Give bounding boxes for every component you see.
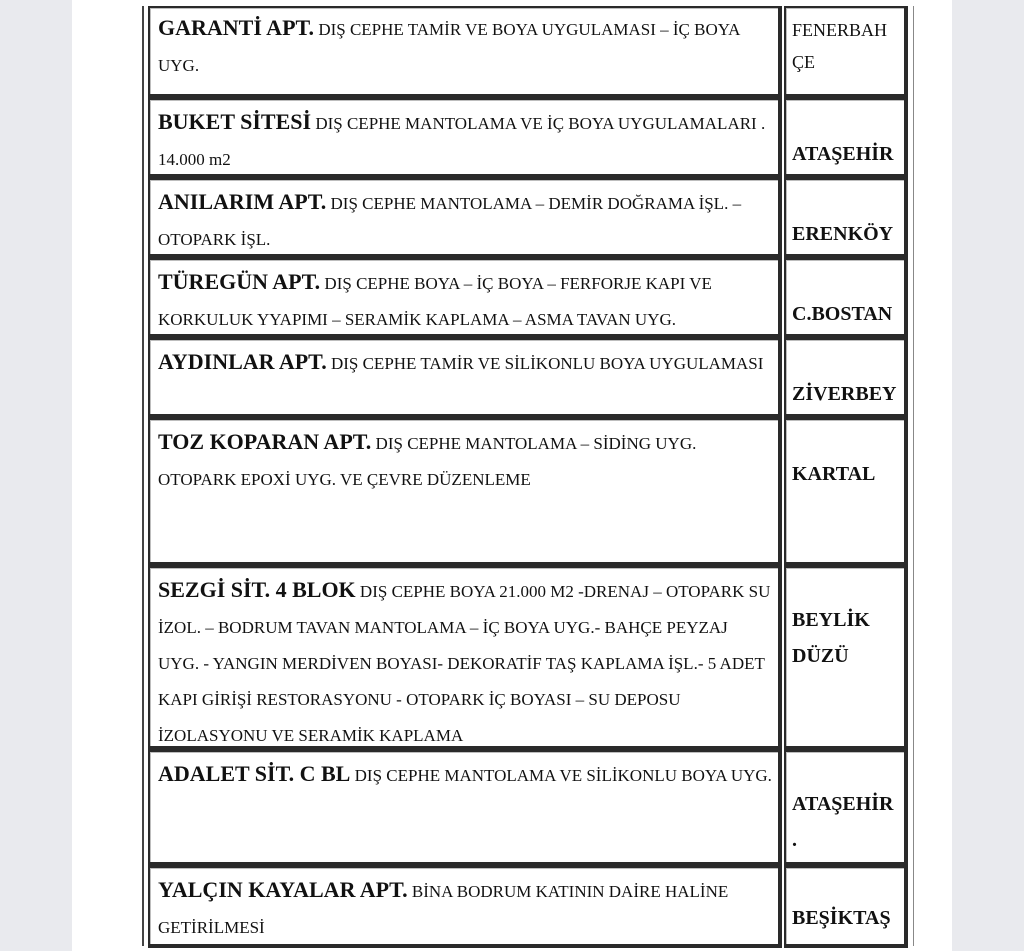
project-location-cell [784, 866, 908, 948]
project-description-cell [148, 418, 782, 566]
table-row [142, 338, 912, 418]
project-description: DIŞ CEPHE TAMİR VE SİLİKONLU BOYA UYGULAMASI [330, 354, 764, 373]
project-description-cell [148, 338, 782, 418]
project-location: ATAŞEHİR [792, 143, 894, 165]
project-location: ATAŞEHİR . [792, 793, 894, 851]
project-name: AYDINLAR APT. [158, 349, 327, 374]
project-description-cell [148, 178, 782, 258]
project-description: DIŞ CEPHE MANTOLAMA – SİDİNG UYG. OTOPARK EPOXİ UYG. VE ÇEVRE DÜZENLEME [158, 434, 697, 489]
project-description-cell [148, 98, 782, 178]
project-description: DIŞ CEPHE MANTOLAMA – DEMİR DOĞRAMA İŞL. – OTOPARK İŞL. [158, 194, 742, 249]
project-location-cell [784, 6, 908, 98]
table-row [142, 566, 912, 750]
project-description: DIŞ CEPHE BOYA – İÇ BOYA – FERFORJE KAPI VE KORKULUK YYAPIMI – SERAMİK KAPLAMA – ASMA TAVAN UYG. [158, 274, 712, 329]
project-location: ERENKÖY [792, 223, 894, 245]
project-location: KARTAL [792, 463, 876, 485]
project-description: DIŞ CEPHE MANTOLAMA VE SİLİKONLU BOYA UYG. [354, 766, 772, 785]
project-location-cell [784, 566, 908, 750]
project-description-cell [148, 258, 782, 338]
project-name: ADALET SİT. C BL [158, 761, 351, 786]
table-row [142, 750, 912, 866]
table-row [142, 258, 912, 338]
project-location-cell [784, 258, 908, 338]
project-description-cell [148, 866, 782, 948]
project-description: DIŞ CEPHE BOYA 21.000 M2 -DRENAJ – OTOPARK SU İZOL. – BODRUM TAVAN MANTOLAMA – İÇ BOYA UYG.- BAHÇE PEYZAJ UYG. - YANGIN MERDİVEN BOYASI- DEKORATİF TAŞ KAPLAMA İŞL.- 5 ADET KAPI GİRİŞİ RESTORASYONU - OTOPARK İÇ BOYASI – SU DEPOSU İZOLASYONU VE SERAMİK KAPLAMA [158, 582, 771, 745]
table-row [142, 866, 912, 948]
table-row [142, 98, 912, 178]
project-location-cell [784, 418, 908, 566]
project-location: BEYLİK DÜZÜ [792, 609, 870, 667]
project-name: SEZGİ SİT. 4 BLOK [158, 577, 356, 602]
project-location: BEŞİKTAŞ [792, 907, 891, 929]
project-name: BUKET SİTESİ [158, 109, 312, 134]
project-name: ANILARIM APT. [158, 189, 327, 214]
project-location-cell [784, 98, 908, 178]
table-row [142, 6, 912, 98]
project-description: BİNA BODRUM KATININ DAİRE HALİNE GETİRİLMESİ [158, 882, 729, 937]
project-name: GARANTİ APT. [158, 15, 315, 40]
project-name: YALÇIN KAYALAR APT. [158, 877, 408, 902]
project-description: DIŞ CEPHE TAMİR VE BOYA UYGULAMASI – İÇ BOYA UYG. [158, 20, 740, 75]
project-location-cell [784, 338, 908, 418]
project-name: TÜREGÜN APT. [158, 269, 321, 294]
table-row [142, 418, 912, 566]
project-location-cell [784, 750, 908, 866]
project-location: C.BOSTAN [792, 303, 893, 325]
project-name: TOZ KOPARAN APT. [158, 429, 372, 454]
project-description-cell [148, 566, 782, 750]
project-location: FENERBAH ÇE [792, 20, 888, 72]
project-description-cell [148, 6, 782, 98]
project-location-cell [784, 178, 908, 258]
project-description: DIŞ CEPHE MANTOLAMA VE İÇ BOYA UYGULAMALARI . 14.000 m2 [158, 114, 766, 169]
project-description-cell [148, 750, 782, 866]
project-location: ZİVERBEY [792, 383, 897, 405]
table-row [142, 178, 912, 258]
